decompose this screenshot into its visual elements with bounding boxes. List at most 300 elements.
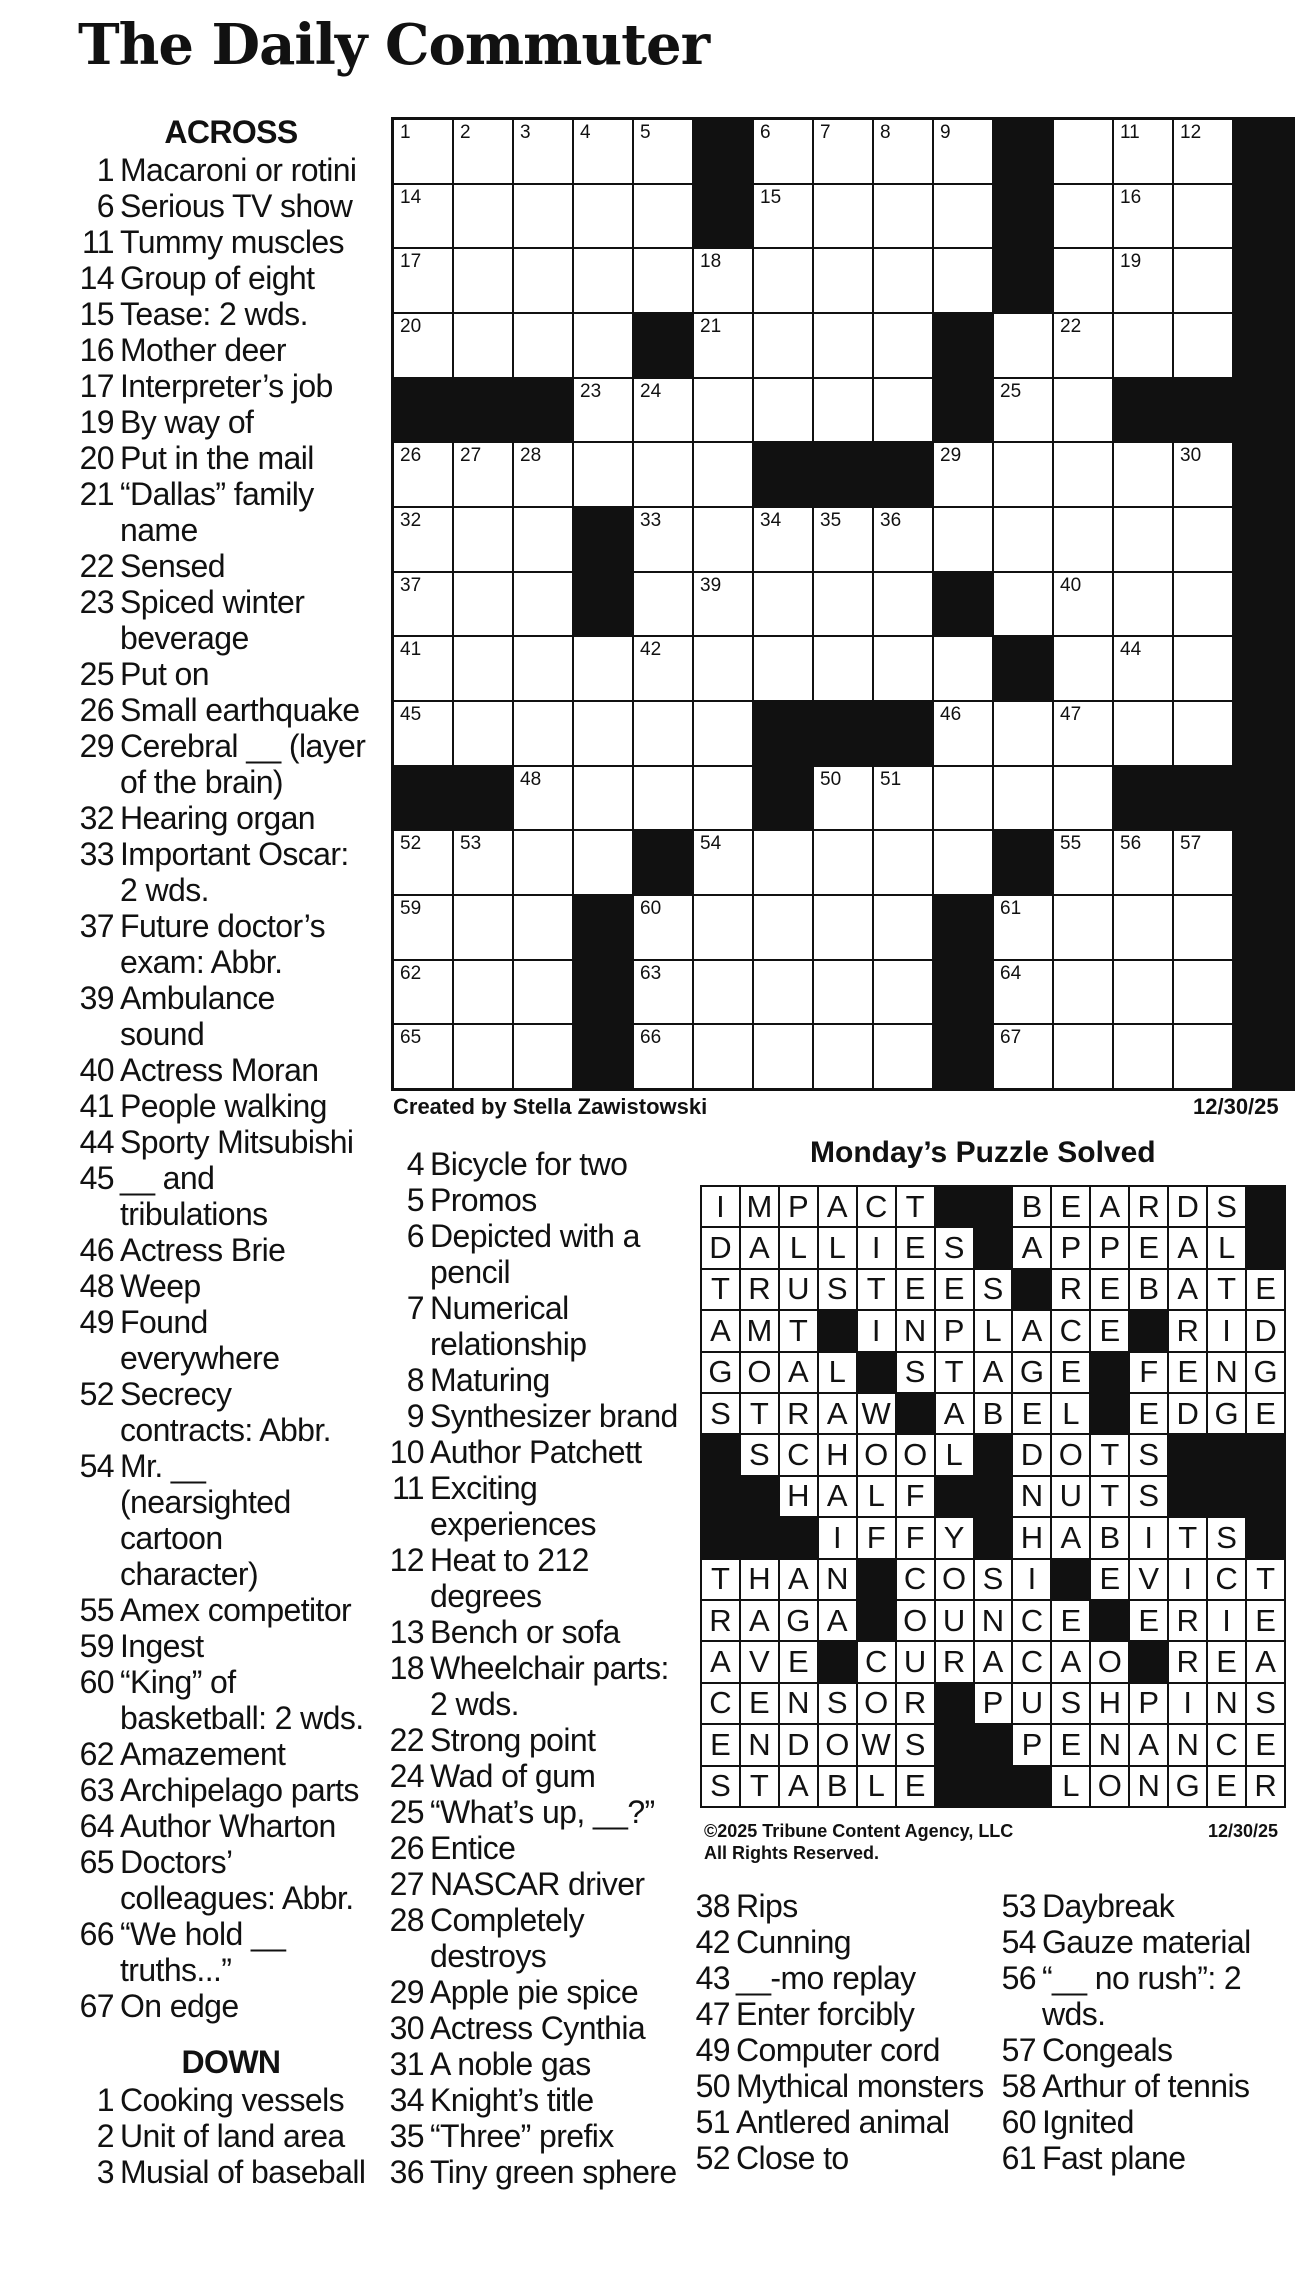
solved-letter: T	[1169, 1518, 1206, 1557]
grid-cell[interactable]	[874, 961, 932, 1024]
grid-cell[interactable]	[634, 637, 692, 700]
grid-cell[interactable]	[394, 831, 452, 894]
grid-cell[interactable]	[574, 702, 632, 765]
grid-cell[interactable]	[1174, 120, 1232, 183]
grid-cell[interactable]	[694, 573, 752, 636]
grid-cell[interactable]	[634, 1025, 692, 1088]
grid-cell[interactable]	[394, 1025, 452, 1088]
grid-cell[interactable]	[1114, 508, 1172, 571]
clue	[692, 2140, 992, 2176]
clue-number: 9	[406, 1398, 424, 1434]
grid-cell[interactable]	[454, 961, 512, 1024]
clue	[76, 836, 366, 908]
grid-cell[interactable]	[1114, 185, 1172, 248]
grid-cell[interactable]	[694, 443, 752, 506]
grid-cell[interactable]	[634, 120, 692, 183]
clue	[76, 2154, 366, 2190]
solved-letter: A	[780, 1560, 817, 1599]
clue-number: 37	[79, 908, 114, 944]
grid-cell[interactable]	[814, 767, 872, 830]
clue-number: 20	[79, 440, 114, 476]
grid-cell[interactable]	[454, 831, 512, 894]
clue-number: 23	[79, 584, 114, 620]
grid-cell[interactable]	[634, 249, 692, 312]
grid-cell[interactable]	[994, 573, 1052, 636]
grid-cell[interactable]	[1054, 379, 1112, 442]
clue-number: 26	[79, 692, 114, 728]
grid-cell[interactable]	[994, 702, 1052, 765]
solved-letter: E	[936, 1270, 973, 1309]
grid-cell[interactable]	[1054, 120, 1112, 183]
solved-letter: D	[1169, 1187, 1206, 1226]
grid-cell[interactable]	[514, 249, 572, 312]
grid-cell[interactable]	[994, 961, 1052, 1024]
grid-cell[interactable]	[994, 896, 1052, 959]
clue-text: Exciting experiences	[430, 1470, 596, 1542]
grid-cell[interactable]	[454, 314, 512, 377]
grid-cell[interactable]	[874, 379, 932, 442]
cell-number: 1	[400, 122, 411, 143]
clue	[386, 1290, 686, 1362]
grid-cell[interactable]	[1174, 508, 1232, 571]
grid-cell[interactable]	[694, 1025, 752, 1088]
grid-cell[interactable]	[814, 508, 872, 571]
clue	[76, 980, 366, 1052]
grid-cell[interactable]	[1054, 573, 1112, 636]
grid-cell[interactable]	[934, 443, 992, 506]
grid-cell[interactable]	[754, 508, 812, 571]
grid-cell[interactable]	[814, 314, 872, 377]
clue-text: Daybreak	[1042, 1888, 1175, 1924]
grid-cell[interactable]	[514, 896, 572, 959]
grid-cell[interactable]	[874, 637, 932, 700]
grid-cell[interactable]	[814, 831, 872, 894]
grid-cell[interactable]	[994, 379, 1052, 442]
grid-cell[interactable]	[694, 379, 752, 442]
black-square	[574, 896, 632, 959]
clue	[76, 1304, 366, 1376]
grid-cell[interactable]	[514, 573, 572, 636]
grid-cell[interactable]	[694, 508, 752, 571]
grid-cell[interactable]	[394, 314, 452, 377]
solved-letter: O	[936, 1560, 973, 1599]
solved-letter: R	[702, 1601, 739, 1640]
grid-cell[interactable]	[994, 508, 1052, 571]
clue	[76, 1088, 366, 1124]
cell-number: 22	[1060, 316, 1082, 337]
grid-cell[interactable]	[1054, 314, 1112, 377]
clue-text: Tummy muscles	[120, 224, 344, 260]
clue-number: 42	[695, 1924, 730, 1960]
clue-text: Macaroni or rotini	[120, 152, 357, 188]
grid-cell[interactable]	[874, 120, 932, 183]
grid-cell[interactable]	[634, 379, 692, 442]
clue	[386, 1362, 686, 1398]
grid-cell[interactable]	[934, 120, 992, 183]
grid-cell[interactable]	[934, 831, 992, 894]
grid-cell[interactable]	[634, 767, 692, 830]
solved-black-square	[819, 1311, 856, 1350]
clue-number: 64	[79, 1808, 114, 1844]
solved-letter: B	[1091, 1518, 1128, 1557]
grid-cell[interactable]	[394, 637, 452, 700]
clue	[386, 1182, 686, 1218]
grid-cell[interactable]	[934, 702, 992, 765]
cell-number: 56	[1120, 833, 1142, 855]
cell-number: 53	[460, 833, 482, 855]
solved-letter: A	[1013, 1228, 1050, 1267]
grid-cell[interactable]	[394, 249, 452, 312]
grid-cell[interactable]	[934, 767, 992, 830]
cell-number: 66	[640, 1027, 662, 1049]
grid-cell[interactable]	[1174, 443, 1232, 506]
clue-number: 49	[79, 1304, 114, 1340]
grid-cell[interactable]	[574, 120, 632, 183]
grid-cell[interactable]	[574, 314, 632, 377]
grid-cell[interactable]	[1114, 896, 1172, 959]
grid-cell[interactable]	[574, 379, 632, 442]
clue-text: Mythical monsters	[736, 2068, 984, 2104]
clue	[998, 2032, 1298, 2068]
grid-cell[interactable]	[1114, 831, 1172, 894]
grid-cell[interactable]	[514, 120, 572, 183]
clue	[386, 2046, 686, 2082]
clue-number: 44	[79, 1124, 114, 1160]
grid-cell[interactable]	[514, 637, 572, 700]
grid-cell[interactable]	[514, 185, 572, 248]
grid-cell[interactable]	[394, 896, 452, 959]
black-square	[1234, 1025, 1292, 1088]
grid-cell[interactable]	[874, 767, 932, 830]
solved-letter: Y	[936, 1518, 973, 1557]
grid-cell[interactable]	[454, 249, 512, 312]
solved-letter: A	[1052, 1642, 1089, 1681]
grid-cell[interactable]	[814, 573, 872, 636]
down-heading: DOWN	[181, 2044, 281, 2080]
black-square	[994, 831, 1052, 894]
grid-cell[interactable]	[514, 508, 572, 571]
grid-cell[interactable]	[1054, 767, 1112, 830]
crossword-grid[interactable]	[391, 117, 1295, 1091]
clue-text: Weep	[120, 1268, 201, 1304]
grid-cell[interactable]	[874, 314, 932, 377]
solved-letter: O	[897, 1435, 934, 1474]
grid-cell[interactable]	[514, 831, 572, 894]
grid-cell[interactable]	[1114, 573, 1172, 636]
grid-cell[interactable]	[514, 314, 572, 377]
grid-cell[interactable]	[574, 249, 632, 312]
grid-cell[interactable]	[394, 185, 452, 248]
grid-cell[interactable]	[1054, 249, 1112, 312]
grid-cell[interactable]	[454, 508, 512, 571]
solved-letter: W	[858, 1394, 895, 1433]
clue-text: Congeals	[1042, 2032, 1173, 2068]
grid-cell[interactable]	[1114, 637, 1172, 700]
clue-text: By way of	[120, 404, 254, 440]
grid-cell[interactable]	[994, 443, 1052, 506]
solved-letter: F	[897, 1477, 934, 1516]
grid-cell[interactable]	[874, 573, 932, 636]
black-square	[874, 443, 932, 506]
grid-cell[interactable]	[754, 831, 812, 894]
solved-letter: O	[1091, 1642, 1128, 1681]
grid-cell[interactable]	[694, 896, 752, 959]
clue-text: Bench or sofa	[430, 1614, 620, 1650]
grid-cell[interactable]	[1114, 443, 1172, 506]
cell-number: 23	[580, 380, 602, 402]
grid-cell[interactable]	[1174, 896, 1232, 959]
clue-text: Group of eight	[120, 260, 315, 296]
grid-cell[interactable]	[754, 379, 812, 442]
grid-cell[interactable]	[574, 637, 632, 700]
grid-cell[interactable]	[1174, 573, 1232, 636]
grid-cell[interactable]	[874, 508, 932, 571]
solved-letter: T	[780, 1311, 817, 1350]
grid-cell[interactable]	[1114, 314, 1172, 377]
grid-cell[interactable]	[874, 185, 932, 248]
black-square	[934, 314, 992, 377]
solved-letter: U	[897, 1642, 934, 1681]
clue-number: 52	[79, 1376, 114, 1412]
grid-cell[interactable]	[1174, 249, 1232, 312]
clue-text: Archipelago parts	[120, 1772, 359, 1808]
grid-cell[interactable]	[634, 896, 692, 959]
grid-cell[interactable]	[514, 961, 572, 1024]
grid-cell[interactable]	[454, 896, 512, 959]
grid-cell[interactable]	[1054, 702, 1112, 765]
clue-number: 67	[79, 1988, 114, 2024]
solved-black-square	[702, 1477, 739, 1516]
solved-title: Monday’s Puzzle Solved	[810, 1136, 1156, 1169]
grid-cell[interactable]	[514, 1025, 572, 1088]
grid-cell[interactable]	[994, 314, 1052, 377]
solved-letter: A	[741, 1601, 778, 1640]
grid-cell[interactable]	[634, 961, 692, 1024]
grid-cell[interactable]	[694, 961, 752, 1024]
clue-text: Antlered animal	[736, 2104, 950, 2140]
grid-cell[interactable]	[1054, 637, 1112, 700]
grid-cell[interactable]	[694, 767, 752, 830]
grid-cell[interactable]	[694, 637, 752, 700]
clue-text: Cooking vessels	[120, 2082, 345, 2118]
grid-cell[interactable]	[1174, 831, 1232, 894]
clue	[76, 1160, 366, 1232]
grid-cell[interactable]	[574, 767, 632, 830]
grid-cell[interactable]	[454, 637, 512, 700]
grid-cell[interactable]	[934, 185, 992, 248]
grid-cell[interactable]	[394, 702, 452, 765]
grid-cell[interactable]	[1174, 185, 1232, 248]
clue	[76, 1736, 366, 1772]
grid-cell[interactable]	[634, 508, 692, 571]
grid-cell[interactable]	[634, 702, 692, 765]
solved-black-square	[936, 1725, 973, 1764]
grid-cell[interactable]	[754, 120, 812, 183]
solved-letter: R	[1169, 1601, 1206, 1640]
solved-letter: E	[1052, 1601, 1089, 1640]
grid-cell[interactable]	[394, 443, 452, 506]
solved-letter: U	[1013, 1684, 1050, 1723]
solved-letter: M	[741, 1187, 778, 1226]
cell-number: 33	[640, 510, 662, 531]
grid-cell[interactable]	[814, 120, 872, 183]
clue-text: Bicycle for two	[430, 1146, 628, 1182]
solved-letter: S	[975, 1270, 1012, 1309]
grid-cell[interactable]	[394, 120, 452, 183]
grid-cell[interactable]	[1054, 896, 1112, 959]
grid-cell[interactable]	[754, 573, 812, 636]
grid-cell[interactable]	[634, 443, 692, 506]
clue-text: Found everywhere	[120, 1304, 280, 1376]
grid-cell[interactable]	[1174, 1025, 1232, 1088]
grid-cell[interactable]	[754, 961, 812, 1024]
solved-black-square	[702, 1518, 739, 1557]
grid-cell[interactable]	[514, 702, 572, 765]
grid-cell[interactable]	[754, 314, 812, 377]
grid-cell[interactable]	[814, 896, 872, 959]
grid-cell[interactable]	[1054, 508, 1112, 571]
grid-cell[interactable]	[1114, 120, 1172, 183]
grid-cell[interactable]	[1174, 314, 1232, 377]
grid-cell[interactable]	[454, 573, 512, 636]
solved-grid	[700, 1185, 1286, 1808]
clue	[386, 1758, 686, 1794]
clue-text: “Three” prefix	[430, 2118, 614, 2154]
clue-text: Sensed	[120, 548, 225, 584]
solved-letter: T	[1091, 1435, 1128, 1474]
solved-letter: E	[1052, 1353, 1089, 1392]
grid-cell[interactable]	[1114, 702, 1172, 765]
grid-cell[interactable]	[634, 185, 692, 248]
solved-black-square	[1091, 1394, 1128, 1433]
solved-letter: O	[897, 1601, 934, 1640]
grid-cell[interactable]	[874, 831, 932, 894]
grid-cell[interactable]	[694, 314, 752, 377]
black-square	[394, 767, 452, 830]
solved-letter: N	[780, 1684, 817, 1723]
clue-number: 1	[96, 152, 114, 188]
grid-cell[interactable]	[754, 637, 812, 700]
solved-letter: D	[1247, 1311, 1284, 1350]
clue-number: 41	[79, 1088, 114, 1124]
grid-cell[interactable]	[454, 702, 512, 765]
clue-number: 30	[389, 2010, 424, 2046]
solved-black-square	[858, 1560, 895, 1599]
solved-letter: A	[1130, 1725, 1167, 1764]
solved-letter: N	[897, 1311, 934, 1350]
cell-number: 64	[1000, 962, 1022, 984]
grid-cell[interactable]	[1054, 831, 1112, 894]
solved-letter: N	[1013, 1477, 1050, 1516]
grid-cell[interactable]	[754, 1025, 812, 1088]
clue	[76, 440, 366, 476]
grid-cell[interactable]	[694, 831, 752, 894]
grid-cell[interactable]	[814, 185, 872, 248]
grid-cell[interactable]	[874, 896, 932, 959]
clue	[386, 1974, 686, 2010]
grid-cell[interactable]	[934, 508, 992, 571]
solved-letter: B	[1130, 1270, 1167, 1309]
solved-letter: R	[1169, 1642, 1206, 1681]
grid-cell[interactable]	[634, 573, 692, 636]
clue-number: 17	[79, 368, 114, 404]
grid-cell[interactable]	[994, 1025, 1052, 1088]
grid-cell[interactable]	[874, 249, 932, 312]
clue-text: A noble gas	[430, 2046, 591, 2082]
grid-cell[interactable]	[574, 443, 632, 506]
grid-cell[interactable]	[574, 185, 632, 248]
grid-cell[interactable]	[1174, 637, 1232, 700]
grid-cell[interactable]	[394, 508, 452, 571]
clue-number: 5	[406, 1182, 424, 1218]
grid-cell[interactable]	[454, 120, 512, 183]
grid-cell[interactable]	[934, 249, 992, 312]
grid-cell[interactable]	[814, 1025, 872, 1088]
grid-cell[interactable]	[1174, 702, 1232, 765]
grid-cell[interactable]	[874, 1025, 932, 1088]
grid-cell[interactable]	[1054, 185, 1112, 248]
grid-cell[interactable]	[814, 379, 872, 442]
solved-letter: E	[1247, 1394, 1284, 1433]
clue	[76, 404, 366, 440]
grid-cell[interactable]	[394, 961, 452, 1024]
grid-cell[interactable]	[934, 637, 992, 700]
grid-cell[interactable]	[694, 702, 752, 765]
grid-cell[interactable]	[814, 249, 872, 312]
grid-cell[interactable]	[514, 443, 572, 506]
grid-cell[interactable]	[754, 185, 812, 248]
grid-cell[interactable]	[754, 896, 812, 959]
solved-letter: O	[858, 1435, 895, 1474]
grid-cell[interactable]	[994, 767, 1052, 830]
grid-cell[interactable]	[454, 1025, 512, 1088]
across-clues	[76, 112, 366, 2190]
grid-cell[interactable]	[454, 443, 512, 506]
grid-cell[interactable]	[1114, 961, 1172, 1024]
clue-text: Hearing organ	[120, 800, 315, 836]
black-square	[934, 573, 992, 636]
grid-cell[interactable]	[814, 961, 872, 1024]
grid-cell[interactable]	[1174, 961, 1232, 1024]
solved-letter: N	[1130, 1767, 1167, 1806]
solved-letter: E	[1130, 1601, 1167, 1640]
grid-cell[interactable]	[454, 185, 512, 248]
solved-letter: T	[702, 1560, 739, 1599]
clue	[76, 548, 366, 584]
black-square	[754, 767, 812, 830]
solved-letter: L	[936, 1435, 973, 1474]
grid-cell[interactable]	[394, 573, 452, 636]
down-clues-col4	[998, 1888, 1298, 2176]
grid-cell[interactable]	[1054, 443, 1112, 506]
grid-cell[interactable]	[514, 767, 572, 830]
clue-text: __ and tribulations	[120, 1160, 268, 1232]
grid-cell[interactable]	[1054, 1025, 1112, 1088]
grid-cell[interactable]	[814, 637, 872, 700]
solved-black-square	[936, 1684, 973, 1723]
grid-cell[interactable]	[1114, 249, 1172, 312]
solved-letter: A	[975, 1353, 1012, 1392]
grid-cell[interactable]	[574, 831, 632, 894]
clue-number: 29	[79, 728, 114, 764]
grid-cell[interactable]	[1114, 1025, 1172, 1088]
grid-cell[interactable]	[754, 249, 812, 312]
black-square	[1234, 831, 1292, 894]
solved-letter: A	[1247, 1642, 1284, 1681]
grid-cell[interactable]	[1054, 961, 1112, 1024]
solved-black-square	[936, 1187, 973, 1226]
grid-cell[interactable]	[694, 249, 752, 312]
